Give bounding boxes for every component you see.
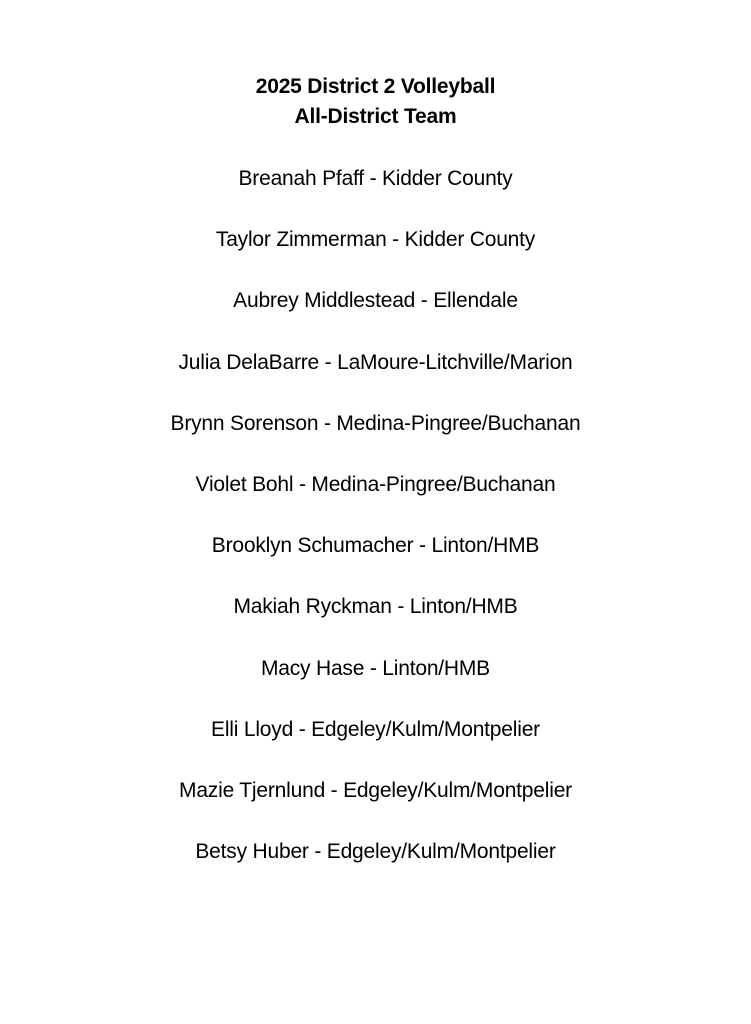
player-entry: Mazie Tjernlund - Edgeley/Kulm/Montpelier — [179, 778, 572, 802]
player-entry: Aubrey Middlestead - Ellendale — [233, 289, 518, 313]
title-line-1: 2025 District 2 Volleyball — [255, 75, 496, 98]
player-entry: Macy Hase - Linton/HMB — [260, 656, 490, 680]
document-title — [0, 72, 751, 132]
player-entry: Taylor Zimmerman - Kidder County — [215, 228, 536, 252]
all-district-roster — [0, 164, 751, 898]
player-entry: Brooklyn Schumacher - Linton/HMB — [211, 534, 540, 558]
title-line-2: All-District Team — [294, 105, 457, 128]
player-entry: Julia DelaBarre - LaMoure-Litchville/Marion — [178, 350, 573, 374]
player-entry: Betsy Huber - Edgeley/Kulm/Montpelier — [195, 840, 556, 864]
player-entry: Brynn Sorenson - Medina-Pingree/Buchanan — [170, 411, 581, 435]
player-entry: Makiah Ryckman - Linton/HMB — [233, 595, 518, 619]
player-entry: Breanah Pfaff - Kidder County — [238, 167, 513, 190]
player-entry: Violet Bohl - Medina-Pingree/Buchanan — [195, 472, 556, 496]
player-entry: Elli Lloyd - Edgeley/Kulm/Montpelier — [211, 717, 540, 741]
